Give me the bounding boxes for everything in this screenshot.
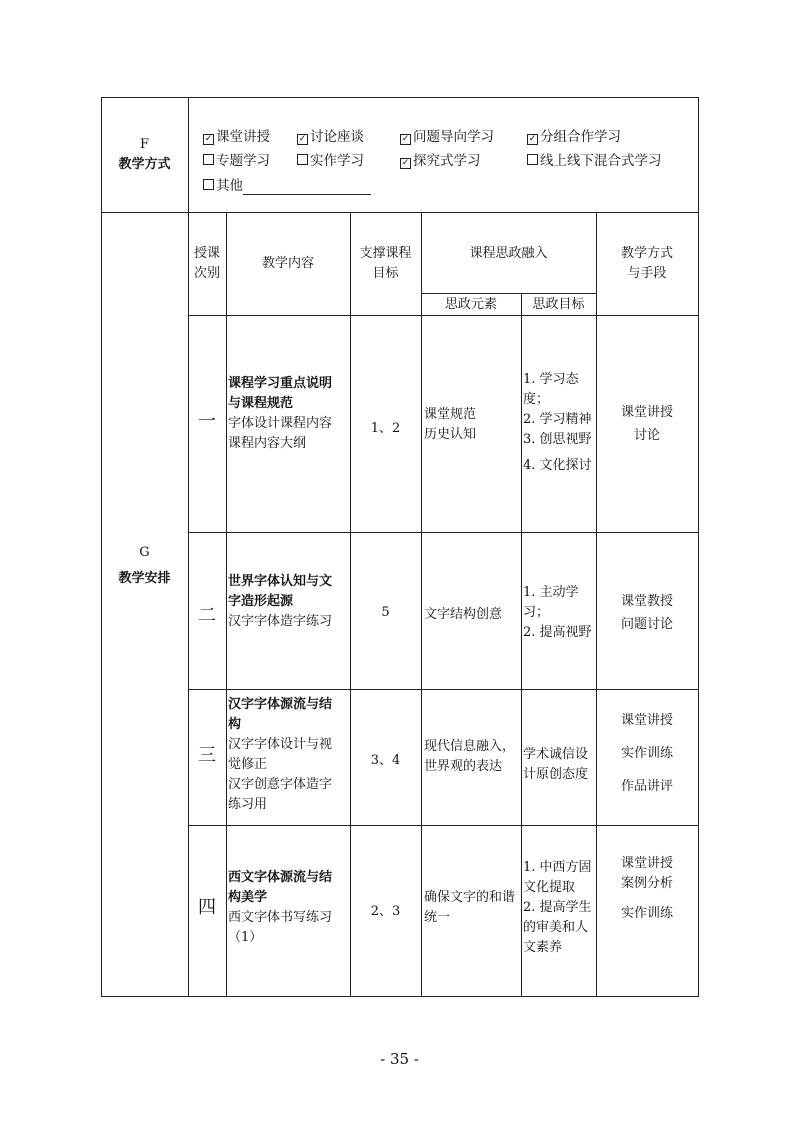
row-1-method: 课堂讲授 讨论 <box>620 405 673 443</box>
section-f-name: 教学方式 <box>118 157 171 172</box>
header-ideology: 课程思政融入 <box>469 246 548 261</box>
checkbox-unchecked-icon[interactable] <box>527 154 538 165</box>
section-g-label <box>101 543 188 589</box>
checkbox-checked-icon[interactable]: ✓ <box>204 134 213 144</box>
section-g-name: 教学安排 <box>118 571 171 586</box>
table-top-border <box>101 97 699 98</box>
option-blended[interactable]: 线上线下混合式学习 <box>527 152 662 170</box>
section-f-letter: F <box>139 137 150 152</box>
row-1-content: 课程学习重点说明 与课程规范 字体设计课程内容 课程内容大纲 <box>228 376 333 451</box>
option-other[interactable]: 其他 <box>203 177 371 195</box>
row-4-objective: 2、3 <box>370 904 401 919</box>
checkbox-checked-icon[interactable]: ✓ <box>528 134 537 144</box>
row-3-content: 汉字字体源流与结 构 汉字字体设计与视 觉修正 汉字创意字体造字 练习用 <box>228 697 333 812</box>
option-discussion[interactable]: ✓ 讨论座谈 <box>298 129 364 145</box>
ideology-subheader-line <box>421 293 596 294</box>
row-4-content: 西文字体源流与结 构美学 西文字体书写练习 （1） <box>228 870 333 945</box>
col-divider-element <box>521 293 522 996</box>
row-4-goal: 1. 中西方固 文化提取 2. 提高学生 的审美和人 文素养 <box>523 860 592 955</box>
row-1-bottom-line <box>188 532 698 533</box>
row-1-objective: 1、2 <box>370 421 401 436</box>
row-4-element: 确保文字的和谐 统一 <box>424 890 516 925</box>
page-number: - 35 - <box>380 1050 419 1068</box>
option-topic-study[interactable]: 专题学习 <box>203 152 270 170</box>
row-3-method: 课堂讲授 实作训练 作品讲评 <box>620 713 673 794</box>
checkbox-unchecked-icon[interactable] <box>203 179 214 190</box>
option-inquiry[interactable]: ✓ 探究式学习 <box>401 153 481 169</box>
row-2-element: 文字结构创意 <box>424 607 503 622</box>
table-right-border <box>698 97 699 996</box>
section-g-letter: G <box>139 545 150 560</box>
header-bottom-line <box>188 315 698 316</box>
option-group-cooperation[interactable]: ✓ 分组合作学习 <box>528 129 621 145</box>
checkbox-checked-icon[interactable]: ✓ <box>401 134 410 144</box>
row-2-objective: 5 <box>381 605 390 620</box>
row-3-session: 三 <box>198 745 216 766</box>
row-2-session: 二 <box>198 605 216 626</box>
header-session: 授课 次别 <box>193 246 220 281</box>
header-content: 教学内容 <box>261 256 314 271</box>
row-2-bottom-line <box>188 689 698 690</box>
header-ideology-goal: 思政目标 <box>532 297 585 312</box>
option-problem-based[interactable]: ✓ 问题导向学习 <box>401 129 494 145</box>
col-divider-session <box>226 212 227 996</box>
other-blank-line[interactable] <box>243 180 371 195</box>
row-1-goal: 1. 学习态 度； 2. 学习精神 3. 创思视野 4. 文化探讨 <box>523 372 592 473</box>
col-divider-objective <box>421 212 422 996</box>
row-1-element: 课堂规范 历史认知 <box>424 407 477 442</box>
row-3-element: 现代信息融入， 世界观的表达 <box>424 739 516 774</box>
table-bottom-border <box>101 996 699 997</box>
header-objective: 支撑课程 目标 <box>359 246 412 281</box>
row-4-method: 课堂讲授 案例分析 实作训练 <box>620 856 673 921</box>
row-3-goal: 学术诚信设 计原创态度 <box>523 747 589 782</box>
row-2-goal: 1. 主动学 习； 2. 提高视野 <box>523 585 592 640</box>
section-divider <box>101 212 699 213</box>
header-ideology-element: 思政元素 <box>444 297 497 312</box>
checkbox-unchecked-icon[interactable] <box>203 154 214 165</box>
row-1-session: 一 <box>198 411 216 432</box>
row-4-session: 四 <box>198 897 216 918</box>
checkbox-checked-icon[interactable]: ✓ <box>401 158 410 168</box>
checkbox-unchecked-icon[interactable] <box>297 154 308 165</box>
checkbox-checked-icon[interactable]: ✓ <box>298 134 307 144</box>
label-column-divider <box>188 97 189 996</box>
option-lecture[interactable]: ✓ 课堂讲授 <box>204 129 270 145</box>
row-3-bottom-line <box>188 825 698 826</box>
row-2-method: 课堂教授 问题讨论 <box>620 594 673 632</box>
header-method: 教学方式 与手段 <box>620 246 673 281</box>
section-f-label <box>101 135 188 175</box>
option-practical[interactable]: 实作学习 <box>297 152 364 170</box>
row-3-objective: 3、4 <box>370 753 401 768</box>
row-2-content: 世界字体认知与文 字造形起源 汉字字体造字练习 <box>228 574 333 629</box>
